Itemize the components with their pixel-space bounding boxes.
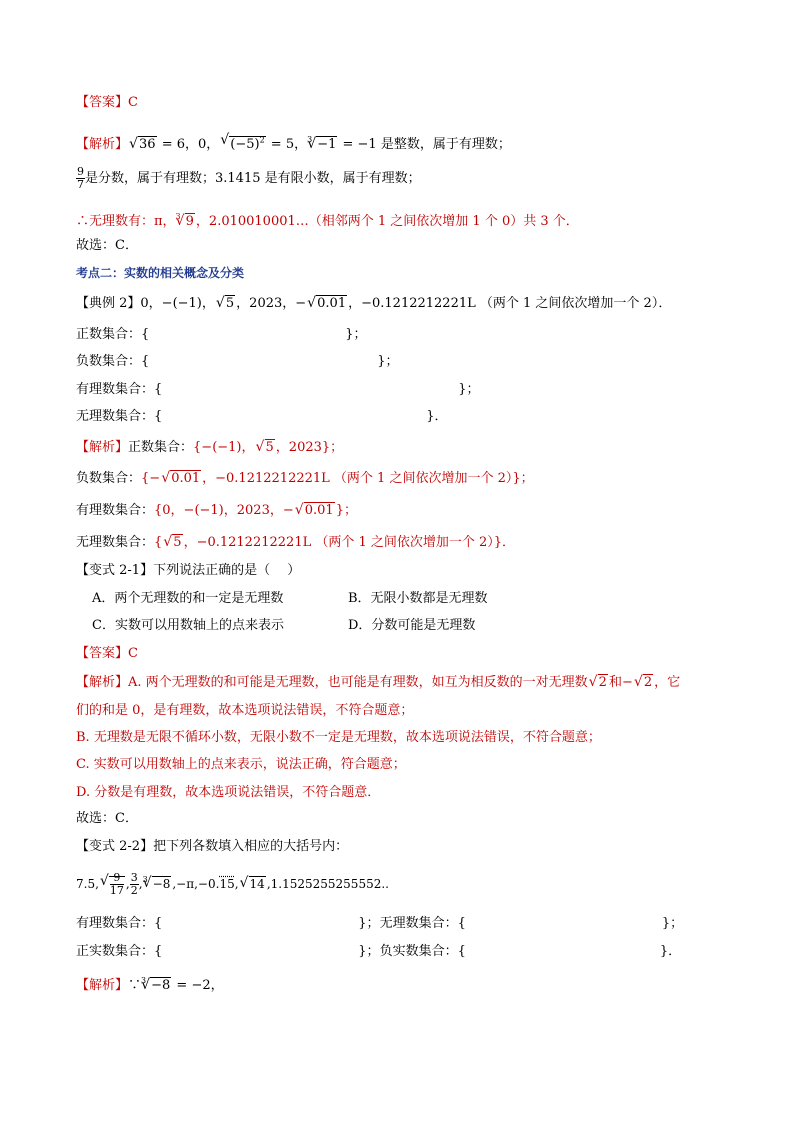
option-a[interactable]: A．两个无理数的和一定是无理数: [92, 591, 284, 606]
analysis-irrational: 无理数集合：{√ 5 ，−0.1212212221L （两个 1 之间依次增加一个 2）}．: [76, 533, 515, 553]
cube-root-expr: √ −1: [307, 135, 337, 155]
analysis-4-line: 【解析】∵$^3$√ −8 = −2，: [76, 971, 224, 996]
rational-set-blank: 有理数集合：{ }；: [76, 382, 480, 397]
option-c[interactable]: C．实数可以用数轴上的点来表示: [92, 618, 284, 633]
number-list: 7.5, √ $\frac{9}{17}$ , $\frac{3}{2}$ ,$^3$√ −8 ,−π,−0.15,√ 14 ,1.1525255255552..: [76, 870, 389, 897]
variant-2-1-question: 【变式 2-1】下列说法正确的是（ ）: [76, 563, 301, 578]
option-d[interactable]: D．分数可能是无理数: [348, 618, 476, 633]
sqrt-expr: √ $(-5)^2$: [220, 131, 265, 155]
analysis-negative: 负数集合：{−√ 0.01 ，−0.1212212221L （两个 1 之间依次增加一个 2）}；: [76, 469, 534, 489]
answer-line-2: 【答案】C: [76, 646, 138, 661]
analysis-3-line-5: D. 分数是有理数，故本选项说法错误，不符合题意．: [76, 785, 381, 800]
answer-tag: 【答案】: [76, 95, 129, 110]
analysis-positive: 【解析】正数集合：{−(−1)，√ 5 ，2023}；: [76, 438, 343, 458]
irrational-set-blank: 无理数集合：{ }．: [76, 409, 448, 424]
negative-set-blank: 负数集合：{ }；: [76, 354, 399, 369]
cube-root-expr: √ 9: [176, 212, 195, 232]
analysis-3-line-3: B. 无理数是无限不循环小数，无限小数不一定是无理数，故本选项说法错误，不符合题意；: [76, 730, 601, 745]
analysis-3-line-4: C. 实数可以用数轴上的点来表示，说法正确，符合题意；: [76, 757, 406, 772]
section-title: 考点二：实数的相关概念及分类: [76, 266, 245, 280]
fraction: $\frac{9}{7}$: [77, 165, 84, 191]
rational-irrational-blanks: 有理数集合：{ }；无理数集合：{ }；: [76, 916, 684, 931]
variant-2-2-question: 【变式 2-2】把下列各数填入相应的大括号内：: [76, 839, 349, 854]
answer-value: C: [128, 95, 138, 110]
analysis-line-1: 【解析】√ 36 = 6，0，√ $(-5)^2 = 5$，$^3$√ −1 = −1 是整数，属于有理数；: [76, 130, 511, 155]
analysis-3-line-2: 们的和是 0，是有理数，故本选项说法错误，不符合题意；: [76, 703, 414, 718]
analysis-3-line-6: 故选：C．: [76, 811, 138, 826]
example-line: 【典例 2】0，−(−1)，√ 5 ，2023，−√ 0.01 ，−0.1212212221L （两个 1 之间依次增加一个 2）．: [76, 294, 671, 314]
option-b[interactable]: B．无限小数都是无理数: [348, 591, 488, 606]
analysis-rational: 有理数集合：{0，−(−1)，2023，−√ 0.01 }；: [76, 501, 357, 521]
answer-line: [76, 93, 138, 113]
analysis-line-2: $\frac{9}{7}$ 是分数，属于有理数；3.1415 是有限小数，属于有理数；: [77, 165, 421, 191]
analysis-3-line-1: 【解析】A. 两个无理数的和可能是无理数，也可能是有理数，如互为相反数的一对无理数√ 2 和−√ 2 ，它: [76, 673, 680, 693]
analysis-line-3: ∴无理数有：π，$^3$√ 9 ，2.010010001…（相邻两个 1 之间依次增加 1 个 0）共 3 个．: [76, 207, 579, 232]
analysis-tag: 【解析】: [76, 137, 129, 152]
sqrt-expr: √ 36: [129, 135, 157, 155]
real-blanks: 正实数集合：{ }；负实数集合：{ }．: [76, 944, 682, 959]
positive-set-blank: 正数集合：{ }；: [76, 327, 367, 342]
analysis-line-4: 故选：C．: [76, 238, 138, 253]
